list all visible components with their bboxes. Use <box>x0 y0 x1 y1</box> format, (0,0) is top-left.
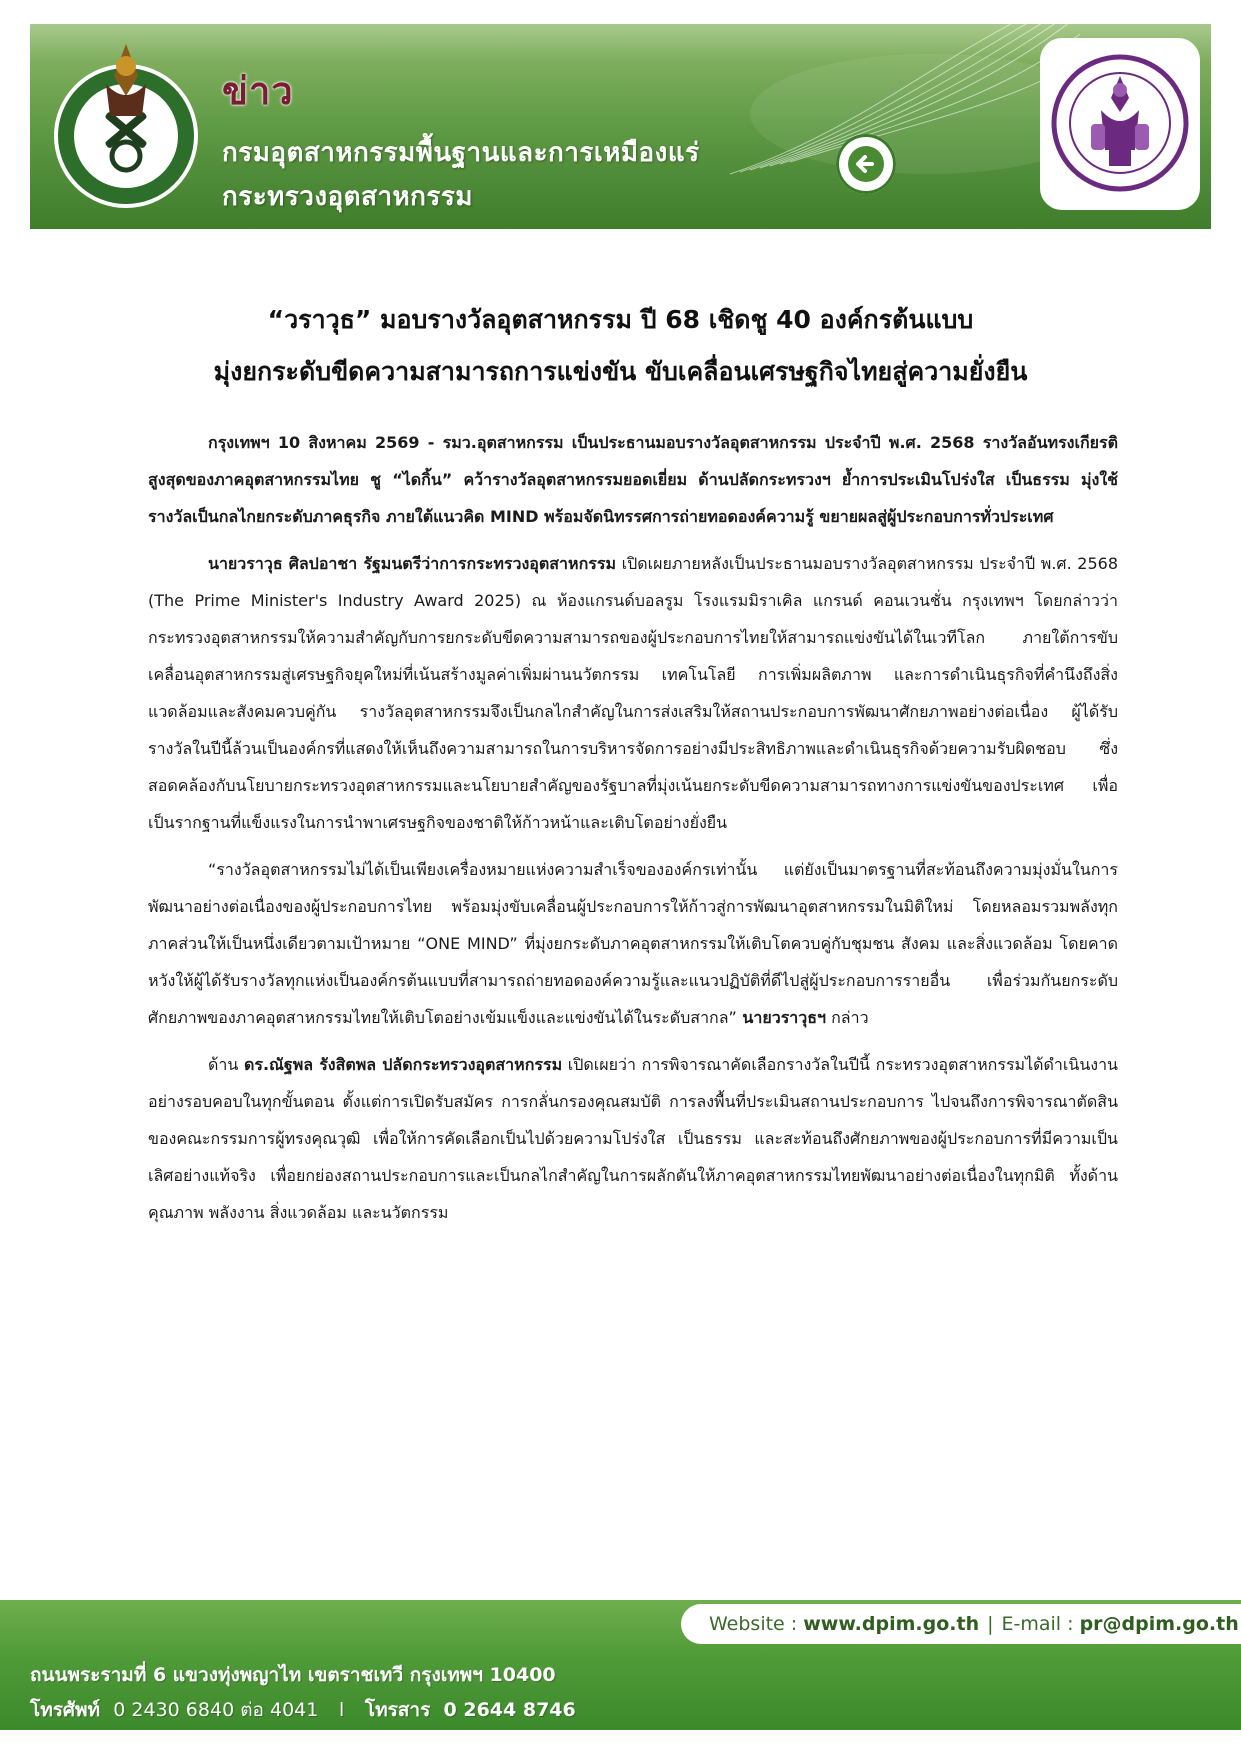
footer-contact-strip <box>681 1604 1241 1644</box>
ministry-logo-box <box>1040 38 1200 210</box>
article-body <box>148 424 1118 1241</box>
paragraph-3-prefix: ด้าน <box>208 1055 244 1074</box>
paragraph-3 <box>148 1046 1118 1231</box>
email-link[interactable]: pr@dpim.go.th <box>1079 1613 1239 1635</box>
headline-line-2: มุ่งยกระดับขีดความสามารถการแข่งขัน ขับเคลื่อนเศรษฐกิจไทยสู่ความยั่งยืน <box>213 357 1028 386</box>
website-label: Website : <box>709 1613 798 1635</box>
phone-label: โทรศัพท์ <box>30 1699 101 1721</box>
website-link[interactable]: www.dpim.go.th <box>803 1613 980 1635</box>
ministry-name: กระทรวงอุตสาหกรรม <box>222 182 473 212</box>
paragraph-2 <box>148 851 1118 1036</box>
phone-fax-divider: l <box>338 1699 345 1721</box>
paragraph-1 <box>148 545 1118 841</box>
department-name: กรมอุตสาหกรรมพื้นฐานและการเหมืองแร่ <box>222 138 700 168</box>
ministry-of-industry-seal-icon <box>1051 54 1189 192</box>
fax-label: โทรสาร <box>364 1699 431 1721</box>
phone-number: 0 2430 6840 ต่อ 4041 <box>113 1699 319 1721</box>
headline-line-1: “วราวุธ” มอบรางวัลอุตสาหกรรม ปี 68 เชิดชู 40 องค์กรต้นแบบ <box>267 305 974 334</box>
paragraph-3-speaker: ดร.ณัฐพล รังสิตพล ปลัดกระทรวงอุตสาหกรรม <box>243 1055 563 1074</box>
lead-paragraph: กรุงเทพฯ 10 สิงหาคม 2569 - รมว.อุตสาหกรรม เป็นประธานมอบรางวัลอุตสาหกรรม ประจำปี พ.ศ. 2568 รางวัลอันทรงเกียรติสูงสุดของภาคอุตสาหกรรมไทย ชู “ไดกิ้น” คว้ารางวัลอุตสาหกรรมยอดเยี่ยม ด้านปลัดกระทรวงฯ ย้ำการประเมินโปร่งใส เป็นธรรม มุ่งใช้รางวัลเป็นกลไกยกระดับภาคธุรกิจ ภายใต้แนวคิด MIND พร้อมจัดนิทรรศการถ่ายทอดองค์ความรู้ ขยายผลสู่ผู้ประกอบการทั่วประเทศ <box>148 433 1119 526</box>
paragraph-1-speaker: นายวราวุธ ศิลปอาชา รัฐมนตรีว่าการกระทรวงอุตสาหกรรม <box>208 554 617 573</box>
paragraph-2-quote: “รางวัลอุตสาหกรรมไม่ได้เป็นเพียงเครื่องหมายแห่งความสำเร็จขององค์กรเท่านั้น แต่ยังเป็นมาตรฐานที่สะท้อนถึงความมุ่งมั่นในการพัฒนาอย่างต่อเนื่องของผู้ประกอบการไทย พร้อมมุ่งขับเคลื่อนผู้ประกอบการให้ก้าวสู่การพัฒนาอุตสาหกรรมในมิติใหม่ โดยหลอมรวมพลังทุกภาคส่วนให้เป็นหนึ่งเดียวตามเป้าหมาย “ONE MIND” ที่มุ่งยกระดับภาคอุตสาหกรรมให้เติบโตควบคู่กับชุมชน สังคม และสิ่งแวดล้อม โดยคาดหวังให้ผู้ได้รับรางวัลทุกแห่งเป็นองค์กรต้นแบบที่สามารถถ่ายทอดองค์ความรู้และแนวปฏิบัติที่ดีไปสู่ผู้ประกอบการรายอื่น เพื่อร่วมกันยกระดับศักยภาพของภาคอุตสาหกรรมไทยให้เติบโตอย่างเข้มแข็งและแข่งขันได้ในระดับสากล” <box>148 860 1118 1027</box>
fax-number: 0 2644 8746 <box>443 1699 576 1721</box>
paragraph-1-text: เปิดเผยภายหลังเป็นประธานมอบรางวัลอุตสาหกรรม ประจำปี พ.ศ. 2568 (The Prime Minister's Industry Award 2025) ณ ห้องแกรนด์บอลรูม โรงแรมมิราเคิล แกรนด์ คอนเวนชั่น กรุงเทพฯ โดยกล่าวว่า กระทรวงอุตสาหกรรมให้ความสำคัญกับการยกระดับขีดความสามารถของผู้ประกอบการไทยให้สามารถแข่งขันได้ในเวทีโลก ภายใต้การขับเคลื่อนอุตสาหกรรมสู่เศรษฐกิจยุคใหม่ที่เน้นสร้างมูลค่าเพิ่มผ่านนวัตกรรม เทคโนโลยี การเพิ่มผลิตภาพ และการดำเนินธุรกิจที่คำนึงถึงสิ่งแวดล้อมและสังคมควบคู่กัน รางวัลอุตสาหกรรมจึงเป็นกลไกสำคัญในการส่งเสริมให้สถานประกอบการพัฒนาศักยภาพอย่างต่อเนื่อง ผู้ได้รับรางวัลในปีนี้ล้วนเป็นองค์กรที่แสดงให้เห็นถึงความสามารถในการบริหารจัดการอย่างมีประสิทธิภาพและดำเนินธุรกิจด้วยความรับผิดชอบ ซึ่งสอดคล้องกับนโยบายกระทรวงอุตสาหกรรมและนโยบายสำคัญของรัฐบาลที่มุ่งเน้นยกระดับขีดความสามารถทางการแข่งขันของประเทศ เพื่อเป็นรากฐานที่แข็งแรงในการนำพาเศรษฐกิจของชาติให้ก้าวหน้าและเติบโตอย่างยั่งยืน <box>148 554 1119 832</box>
paragraph-2-speaker: นายวราวุธฯ <box>736 1008 827 1027</box>
paragraph-3-text: เปิดเผยว่า การพิจารณาคัดเลือกรางวัลในปีนี้ กระทรวงอุตสาหกรรมได้ดำเนินงานอย่างรอบคอบในทุกขั้นตอน ตั้งแต่การเปิดรับสมัคร การกลั่นกรองคุณสมบัติ การลงพื้นที่ประเมินสถานประกอบการ ไปจนถึงการพิจารณาตัดสินของคณะกรรมการผู้ทรงคุณวุฒิ เพื่อให้การคัดเลือกเป็นไปด้วยความโปร่งใส เป็นธรรม และสะท้อนถึงศักยภาพของผู้ประกอบการที่มีความเป็นเลิศอย่างแท้จริง เพื่อยกย่องสถานประกอบการและเป็นกลไกสำคัญในการผลักดันให้ภาคอุตสาหกรรมไทยพัฒนาอย่างต่อเนื่องในทุกมิติ ทั้งด้านคุณภาพ พลังงาน สิ่งแวดล้อม และนวัตกรรม <box>148 1055 1118 1222</box>
arrow-left-icon <box>846 144 886 184</box>
paragraph-2-tail: กล่าว <box>826 1008 869 1027</box>
back-arrow-button[interactable] <box>836 134 896 194</box>
email-label: E-mail : <box>1001 1613 1074 1635</box>
footer-address: ถนนพระรามที่ 6 แขวงทุ่งพญาไท เขตราชเทวี กรุงเทพฯ 10400 <box>30 1664 556 1686</box>
header-banner <box>30 24 1211 229</box>
header-title: ข่าว <box>222 69 294 113</box>
dpim-emblem-icon <box>46 36 216 216</box>
contact-separator: | <box>987 1613 994 1635</box>
footer-phone-fax <box>30 1695 576 1725</box>
